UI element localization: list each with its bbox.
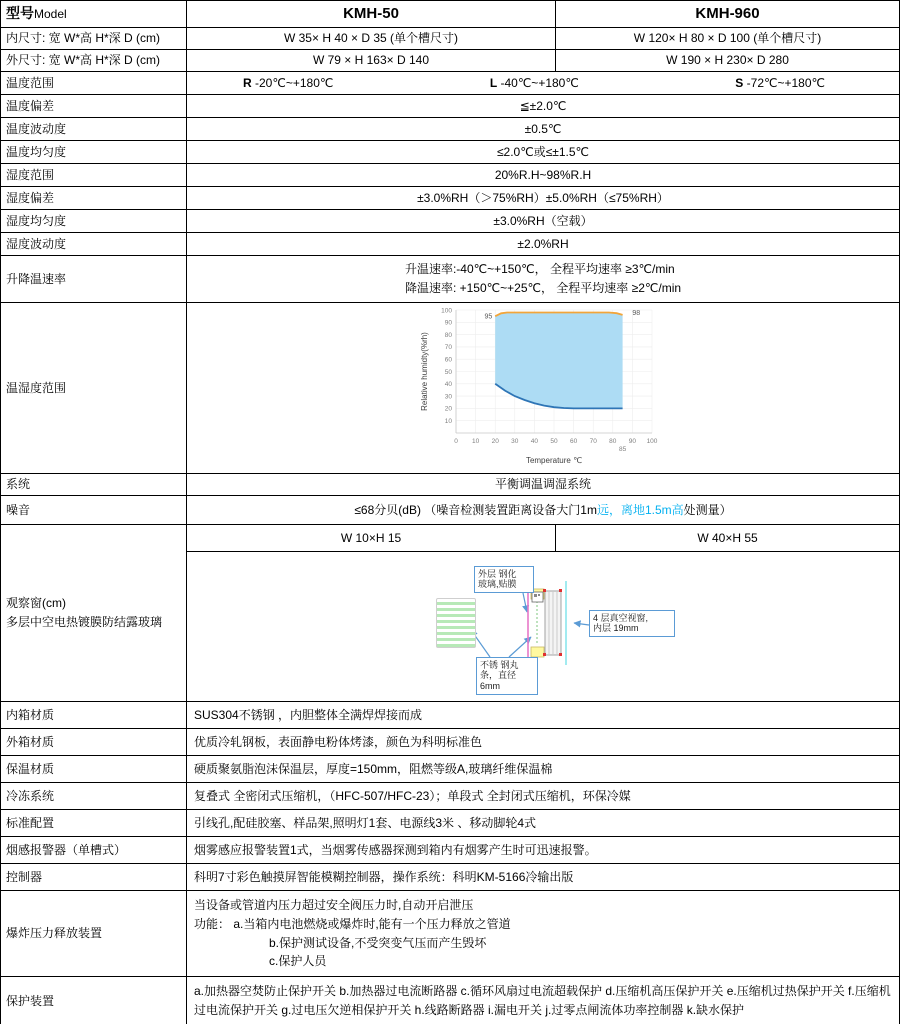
humidity-temperature-chart <box>418 303 668 469</box>
cooling-rate-line: 降温速率: +150℃~+25℃， 全程平均速率 ≥2℃/min <box>404 281 682 295</box>
outer-size-label: 外尺寸: 宽 W*高 H*深 D (cm) <box>1 50 187 72</box>
temp-uniformity-value: ≤2.0℃或≤±1.5℃ <box>187 141 900 164</box>
svg-text:100: 100 <box>441 307 452 315</box>
svg-text:20: 20 <box>491 438 499 445</box>
noise-value <box>187 496 900 525</box>
temp-fluctuation-row <box>1 118 900 141</box>
humidity-uniformity-label: 湿度均匀度 <box>1 210 187 233</box>
temp-deviation-label: 温度偏差 <box>1 95 187 118</box>
refrigeration-value: 复叠式 全密闭式压缩机，（HFC-507/HFC-23）；单段式 全封闭式压缩机，环保冷媒 <box>187 783 900 810</box>
noise-text-black2: 处测量） <box>683 502 732 517</box>
svg-text:60: 60 <box>569 438 578 445</box>
temp-humidity-range-label: 温湿度范围 <box>1 303 187 474</box>
svg-text:90: 90 <box>444 319 452 327</box>
temp-deviation-value: ≦±2.0℃ <box>187 95 900 118</box>
humidity-deviation-value: ±3.0%RH（＞75%RH）±5.0%RH（≤75%RH） <box>187 187 900 210</box>
svg-text:98: 98 <box>632 309 641 317</box>
svg-text:50: 50 <box>550 438 558 445</box>
smoke-alarm-value: 烟雾感应报警装置1式，当烟雾传感器探测到箱内有烟雾产生时可迅速报警。 <box>187 837 900 864</box>
svg-text:20: 20 <box>444 405 452 413</box>
system-label: 系统 <box>1 474 187 496</box>
header-row <box>1 1 900 28</box>
pressure-release-value <box>187 891 900 977</box>
system-row <box>1 474 900 496</box>
svg-text:30: 30 <box>444 393 452 401</box>
humidity-range-value: 20%R.H~98%R.H <box>187 164 900 187</box>
callout-steel-strip: 不锈 钢丸 条，直径 6mm <box>476 657 538 696</box>
pressure-release-line3: b.保护测试设备,不受突变气压而产生毁坏 <box>269 935 487 950</box>
inner-material-row <box>1 702 900 729</box>
callout-vacuum-window: 4 层真空视窗, 内层 19mm <box>589 610 675 638</box>
temp-range-l: L -40℃~+180℃ <box>489 75 579 90</box>
inner-material-value: SUS304不锈钢 ，内胆整体全满焊焊接而成 <box>187 702 900 729</box>
svg-text:0: 0 <box>454 438 458 445</box>
model-label: 型号 <box>6 5 34 22</box>
svg-text:40: 40 <box>530 438 539 445</box>
window-diagram-shapes <box>187 553 900 701</box>
protection-value: a.加热器空焚防止保护开关 b.加热器过电流断路器 c.循环风扇过电流超载保护 d.压缩机高压保护开关 e.压缩机过热保护开关 f.压缩机过电流保护开关 g.过电压欠逆相保护开关 h.线路断路器 i.漏电开关 j.过零点闸流体功率控制器 k.缺水保护 <box>187 977 900 1024</box>
window-size-row <box>1 525 900 552</box>
standard-config-value: 引线孔,配硅胶塞、样品架,照明灯1套、电源线3米 、移动脚轮4式 <box>187 810 900 837</box>
window-label-line1: 观察窗(cm) <box>6 595 66 610</box>
svg-text:80: 80 <box>609 438 617 445</box>
insulation-value: 硬质聚氨脂泡沫保温层，厚度=150mm，阻燃等级A,玻璃纤维保温棉 <box>187 756 900 783</box>
svg-text:90: 90 <box>628 438 637 445</box>
model-1: KMH-50 <box>187 1 556 28</box>
svg-text:100: 100 <box>646 438 658 445</box>
insulation-row <box>1 756 900 783</box>
system-value: 平衡调温调湿系统 <box>187 474 900 496</box>
temp-humidity-range-row <box>1 303 900 474</box>
outer-size-kmh960: W 190 × H 230× D 280 <box>556 50 900 72</box>
inner-size-kmh960: W 120× H 80 × D 100 (单个槽尺寸) <box>556 28 900 50</box>
model-2: KMH-960 <box>556 1 900 28</box>
humidity-range-row <box>1 164 900 187</box>
standard-config-label: 标准配置 <box>1 810 187 837</box>
svg-text:Temperature ℃: Temperature ℃ <box>525 456 583 465</box>
humidity-uniformity-row <box>1 210 900 233</box>
temp-range-label: 温度范围 <box>1 72 187 95</box>
temp-range-values <box>187 72 900 95</box>
temp-uniformity-row <box>1 141 900 164</box>
svg-text:70: 70 <box>444 344 452 352</box>
model-label-cell <box>1 1 187 28</box>
heated-window-grid <box>436 598 476 648</box>
svg-text:85: 85 <box>618 446 627 453</box>
humidity-fluctuation-value: ±2.0%RH <box>187 233 900 256</box>
refrigeration-label: 冷冻系统 <box>1 783 187 810</box>
pressure-release-line2: 功能： a.当箱内电池燃烧或爆炸时,能有一个压力释放之管道 <box>194 916 511 931</box>
svg-text:40: 40 <box>444 381 452 389</box>
outer-size-kmh50: W 79 × H 163× D 140 <box>187 50 556 72</box>
humidity-fluctuation-row <box>1 233 900 256</box>
humidity-uniformity-value: ±3.0%RH（空载） <box>187 210 900 233</box>
ramp-rate-row <box>1 256 900 303</box>
pressure-release-row <box>1 891 900 977</box>
outer-size-row <box>1 50 900 72</box>
window-label-cell <box>1 525 187 702</box>
inner-size-row <box>1 28 900 50</box>
ramp-rate-label: 升降温速率 <box>1 256 187 303</box>
window-size-kmh960: W 40×H 55 <box>556 525 900 552</box>
smoke-alarm-row <box>1 837 900 864</box>
standard-config-row <box>1 810 900 837</box>
temp-range-row <box>1 72 900 95</box>
inner-size-kmh50: W 35× H 40 × D 35 (单个槽尺寸) <box>187 28 556 50</box>
window-label-line2: 多层中空电热镀膜防结露玻璃 <box>6 615 163 629</box>
smoke-alarm-label: 烟感报警器（单槽式） <box>1 837 187 864</box>
noise-text-black1: ≤68分贝(dB) （噪音检测装置距离设备大门1m <box>354 502 597 517</box>
refrigeration-row <box>1 783 900 810</box>
inner-size-label: 内尺寸: 宽 W*高 H*深 D (cm) <box>1 28 187 50</box>
temp-uniformity-label: 温度均匀度 <box>1 141 187 164</box>
noise-text-cyan: 远，离地1.5m高 <box>596 502 684 517</box>
outer-material-label: 外箱材质 <box>1 729 187 756</box>
window-size-kmh50: W 10×H 15 <box>187 525 556 552</box>
temp-range-r: R -20℃~+180℃ <box>243 75 334 90</box>
heating-rate-line: 升温速率:-40℃~+150℃， 全程平均速率 ≥3℃/min <box>404 261 675 276</box>
humidity-deviation-row <box>1 187 900 210</box>
temp-range-s: S -72℃~+180℃ <box>735 75 825 90</box>
svg-text:80: 80 <box>444 331 452 339</box>
svg-text:30: 30 <box>511 438 519 445</box>
noise-row <box>1 496 900 525</box>
temp-fluctuation-value: ±0.5℃ <box>187 118 900 141</box>
protection-row <box>1 977 900 1024</box>
svg-text:60: 60 <box>444 356 452 364</box>
window-diagram-cell <box>187 552 900 702</box>
humidity-deviation-label: 湿度偏差 <box>1 187 187 210</box>
pressure-release-label: 爆炸压力释放装置 <box>1 891 187 977</box>
temp-fluctuation-label: 温度波动度 <box>1 118 187 141</box>
svg-text:70: 70 <box>589 438 597 445</box>
svg-text:95: 95 <box>484 313 493 321</box>
callout-outer-glass: 外层 钢化 玻璃,贴膜 <box>474 566 534 594</box>
temp-humidity-chart-cell <box>187 303 900 474</box>
ramp-rate-value <box>187 256 900 303</box>
controller-value: 科明7寸彩色触摸屏智能模糊控制器，操作系统：科明KM-5166冷输出版 <box>187 864 900 891</box>
pressure-release-line1: 当设备或管道内压力超过安全阀压力时,自动开启泄压 <box>194 898 474 913</box>
insulation-label: 保温材质 <box>1 756 187 783</box>
protection-label: 保护装置 <box>1 977 187 1024</box>
controller-label: 控制器 <box>1 864 187 891</box>
noise-label: 噪音 <box>1 496 187 525</box>
temp-deviation-row <box>1 95 900 118</box>
controller-row <box>1 864 900 891</box>
pressure-release-line4: c.保护人员 <box>269 954 327 969</box>
model-label-en: Model <box>34 7 67 22</box>
svg-text:Relative humidty(%rh): Relative humidty(%rh) <box>420 332 429 411</box>
inner-material-label: 内箱材质 <box>1 702 187 729</box>
svg-text:10: 10 <box>444 418 452 425</box>
svg-text:10: 10 <box>471 438 480 445</box>
humidity-fluctuation-label: 湿度波动度 <box>1 233 187 256</box>
window-diagram <box>187 553 900 701</box>
humidity-range-label: 湿度范围 <box>1 164 187 187</box>
outer-material-value: 优质冷轧钢板，表面静电粉体烤漆，颜色为科明标准色 <box>187 729 900 756</box>
outer-material-row <box>1 729 900 756</box>
svg-text:50: 50 <box>444 368 452 376</box>
